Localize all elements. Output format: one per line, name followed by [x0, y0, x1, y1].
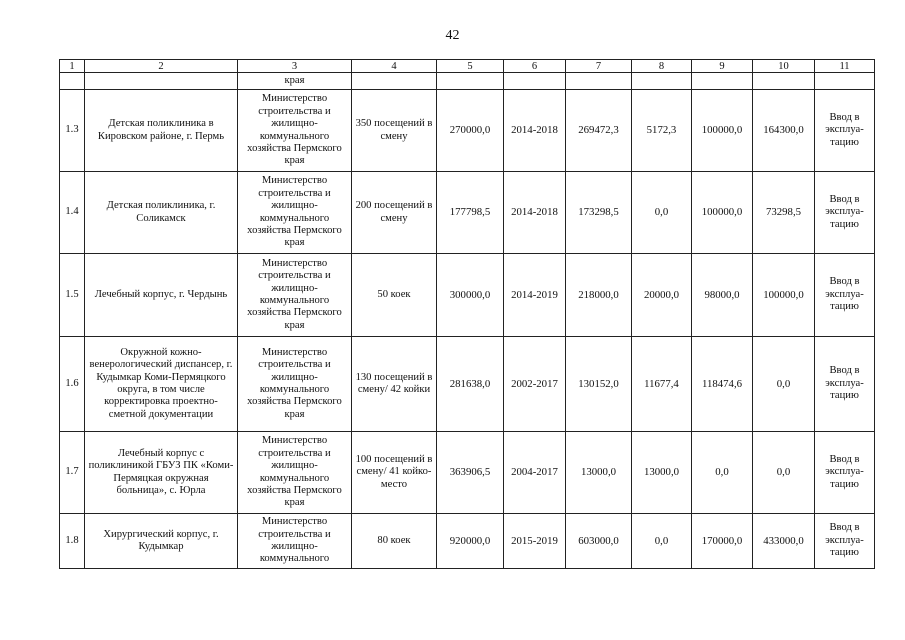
period: 2014-2018	[504, 90, 566, 172]
capacity: 80 коек	[352, 514, 437, 569]
column-number: 4	[352, 60, 437, 73]
column-number: 7	[566, 60, 632, 73]
column-number: 8	[632, 60, 692, 73]
row-number: 1.5	[60, 254, 85, 337]
table-cell	[437, 73, 504, 90]
value-col-8: 0,0	[632, 514, 692, 569]
continuation-customer: края	[238, 73, 352, 90]
period: 2002-2017	[504, 337, 566, 432]
table-cell	[504, 73, 566, 90]
value-col-10: 0,0	[753, 432, 815, 514]
table-cell	[352, 73, 437, 90]
table-row	[60, 254, 875, 337]
page-number: 42	[445, 28, 460, 43]
table-cell	[566, 73, 632, 90]
table-row	[60, 172, 875, 254]
value-col-10: 433000,0	[753, 514, 815, 569]
column-number: 6	[504, 60, 566, 73]
table-cell	[85, 73, 238, 90]
object-name: Лечебный корпус с поликлиникой ГБУЗ ПК «Коми-Пермяцкая окружная больница», с. Юрла	[85, 432, 238, 514]
customer: Министерство строительства и жилищно-коммунального хозяйства Пермского края	[238, 172, 352, 254]
continuation-row	[60, 73, 875, 90]
table-row	[60, 514, 875, 569]
value-col-7: 269472,3	[566, 90, 632, 172]
table-row	[60, 90, 875, 172]
table-cell	[60, 73, 85, 90]
period: 2014-2018	[504, 172, 566, 254]
object-name: Детская поликлиника, г. Соликамск	[85, 172, 238, 254]
capacity: 200 посещений в смену	[352, 172, 437, 254]
value-col-10: 73298,5	[753, 172, 815, 254]
value-col-10: 164300,0	[753, 90, 815, 172]
row-number: 1.6	[60, 337, 85, 432]
value-col-10: 0,0	[753, 337, 815, 432]
row-number: 1.4	[60, 172, 85, 254]
value-col-9: 98000,0	[692, 254, 753, 337]
investment-projects-table	[59, 59, 875, 569]
value-col-9: 100000,0	[692, 90, 753, 172]
capacity: 50 коек	[352, 254, 437, 337]
column-number: 11	[815, 60, 875, 73]
row-number: 1.8	[60, 514, 85, 569]
table-cell	[753, 73, 815, 90]
column-number: 5	[437, 60, 504, 73]
value-col-8: 20000,0	[632, 254, 692, 337]
object-name: Детская поликлиника в Кировском районе, г. Пермь	[85, 90, 238, 172]
column-number-row	[60, 60, 875, 73]
customer: Министерство строительства и жилищно-коммунального хозяйства Пермского края	[238, 254, 352, 337]
customer: Министерство строительства и жилищно-коммунального	[238, 514, 352, 569]
column-number: 10	[753, 60, 815, 73]
object-name: Хирургический корпус, г. Кудымкар	[85, 514, 238, 569]
column-number: 9	[692, 60, 753, 73]
value-col-7: 13000,0	[566, 432, 632, 514]
result-note: Ввод в эксплуа-тацию	[815, 514, 875, 569]
value-col-9: 170000,0	[692, 514, 753, 569]
column-number: 2	[85, 60, 238, 73]
value-col-8: 11677,4	[632, 337, 692, 432]
value-col-8: 5172,3	[632, 90, 692, 172]
estimated-cost: 300000,0	[437, 254, 504, 337]
estimated-cost: 281638,0	[437, 337, 504, 432]
result-note: Ввод в эксплуа-тацию	[815, 172, 875, 254]
estimated-cost: 920000,0	[437, 514, 504, 569]
table-cell	[692, 73, 753, 90]
period: 2015-2019	[504, 514, 566, 569]
table-row	[60, 337, 875, 432]
result-note: Ввод в эксплуа-тацию	[815, 432, 875, 514]
value-col-7: 218000,0	[566, 254, 632, 337]
table-cell	[632, 73, 692, 90]
object-name: Лечебный корпус, г. Чердынь	[85, 254, 238, 337]
value-col-9: 118474,6	[692, 337, 753, 432]
value-col-7: 130152,0	[566, 337, 632, 432]
value-col-7: 173298,5	[566, 172, 632, 254]
value-col-8: 0,0	[632, 172, 692, 254]
customer: Министерство строительства и жилищно-коммунального хозяйства Пермского края	[238, 90, 352, 172]
capacity: 130 посещений в смену/ 42 койки	[352, 337, 437, 432]
row-number: 1.3	[60, 90, 85, 172]
value-col-8: 13000,0	[632, 432, 692, 514]
customer: Министерство строительства и жилищно-коммунального хозяйства Пермского края	[238, 337, 352, 432]
value-col-10: 100000,0	[753, 254, 815, 337]
value-col-9: 0,0	[692, 432, 753, 514]
result-note: Ввод в эксплуа-тацию	[815, 337, 875, 432]
column-number: 3	[238, 60, 352, 73]
table-row	[60, 432, 875, 514]
value-col-7: 603000,0	[566, 514, 632, 569]
column-number: 1	[60, 60, 85, 73]
estimated-cost: 363906,5	[437, 432, 504, 514]
row-number: 1.7	[60, 432, 85, 514]
customer: Министерство строительства и жилищно-коммунального хозяйства Пермского края	[238, 432, 352, 514]
capacity: 350 посещений в смену	[352, 90, 437, 172]
object-name: Окружной кожно-венерологический диспансер, г. Кудымкар Коми-Пермяцкого округа, в том числе корректировка проектно-сметной документации	[85, 337, 238, 432]
estimated-cost: 177798,5	[437, 172, 504, 254]
period: 2004-2017	[504, 432, 566, 514]
capacity: 100 посещений в смену/ 41 койко-место	[352, 432, 437, 514]
value-col-9: 100000,0	[692, 172, 753, 254]
result-note: Ввод в эксплуа-тацию	[815, 254, 875, 337]
estimated-cost: 270000,0	[437, 90, 504, 172]
period: 2014-2019	[504, 254, 566, 337]
result-note: Ввод в эксплуа-тацию	[815, 90, 875, 172]
table-cell	[815, 73, 875, 90]
